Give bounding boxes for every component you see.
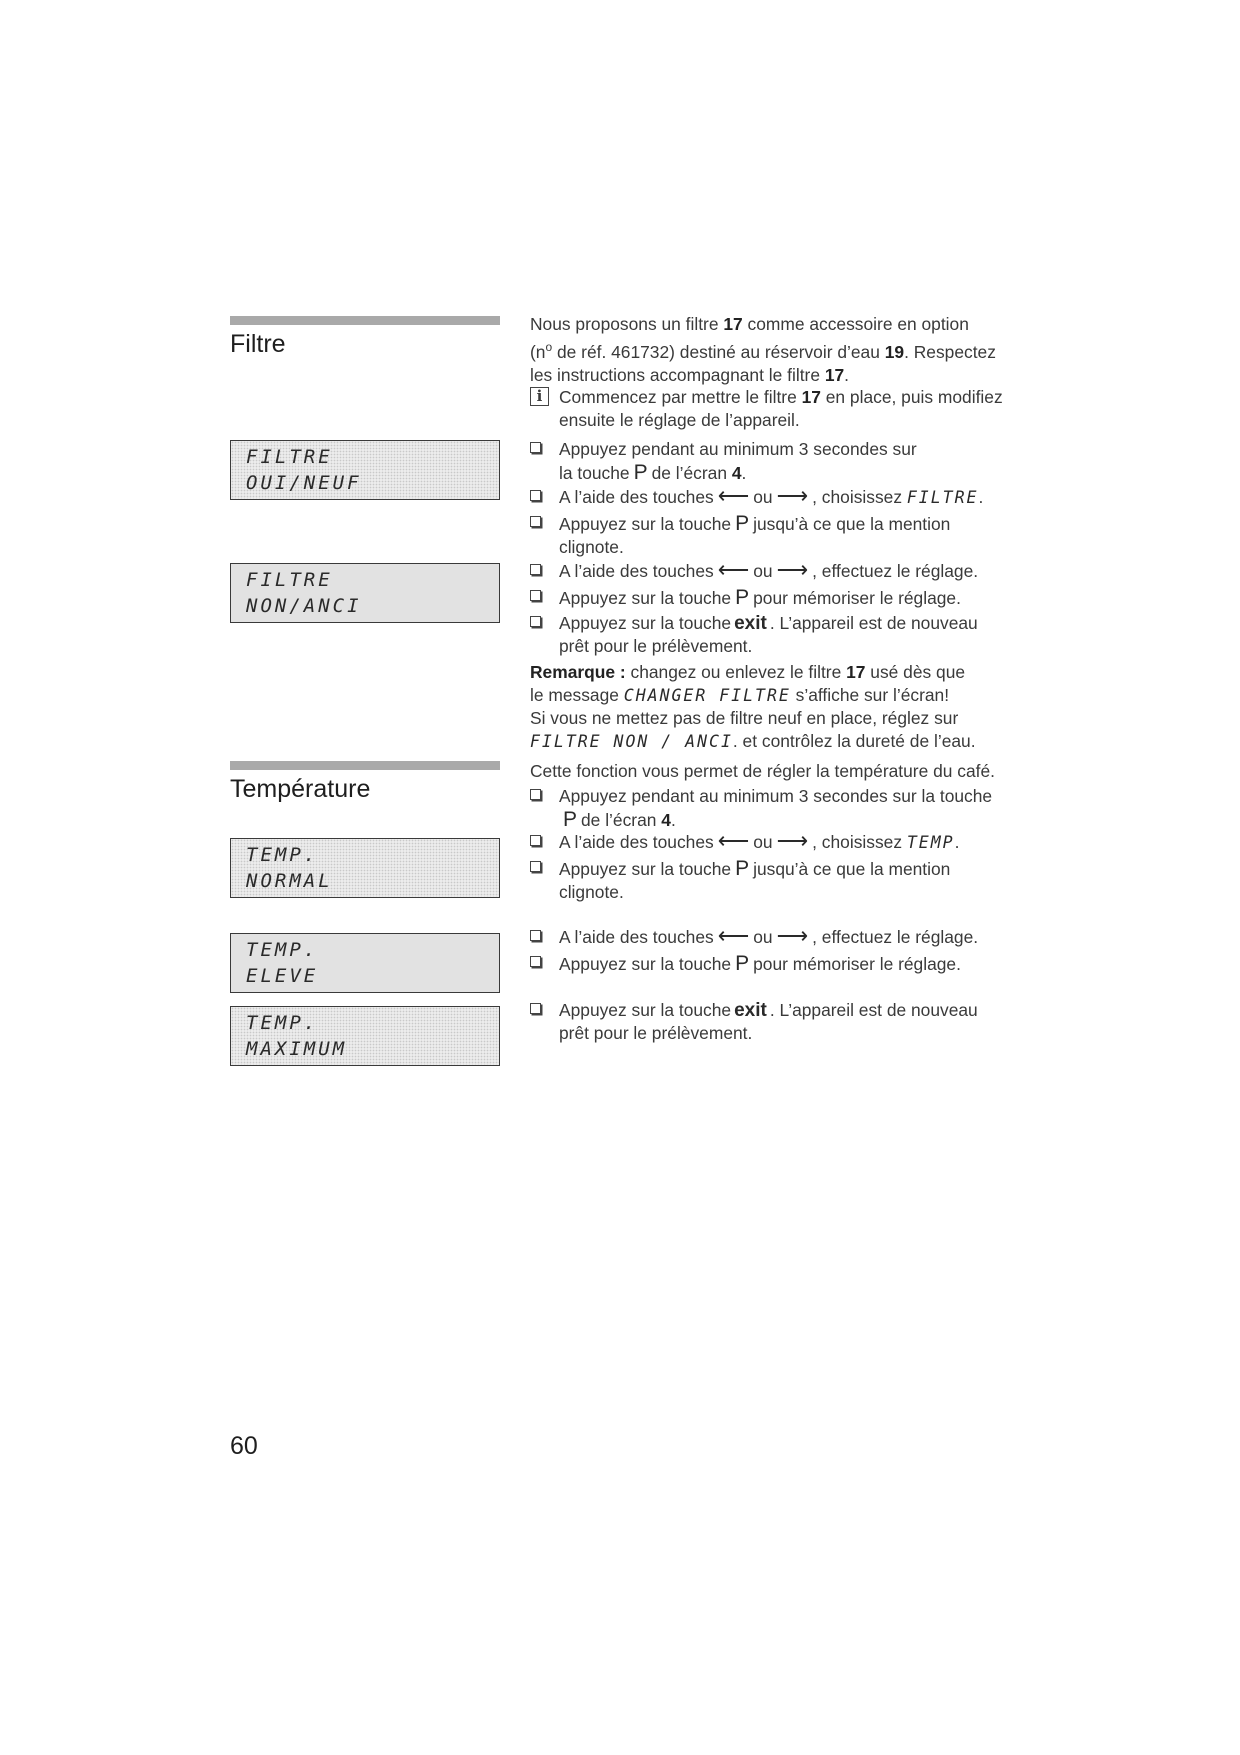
temp-intro: Cette fonction vous permet de régler la température du café. bbox=[530, 761, 995, 781]
filtre-step-2: A l’aide des touches ⟵ ou ⟶ , choisissez FILTRE. bbox=[530, 486, 1030, 509]
lcd-display-temp-normal bbox=[230, 838, 500, 898]
lcd-display-filtre-non bbox=[230, 563, 500, 623]
lcd-line-2: ELEVE bbox=[246, 965, 319, 987]
lcd-line-2: OUI/NEUF bbox=[246, 472, 362, 494]
filtre-intro: Nous proposons un filtre 17 comme accessoire en option ($n^o$ de réf. 461732) destiné au réservoir d’eau 19. Respectez les instructions accompagnant le filtre 17. bbox=[530, 314, 996, 385]
page-number: 60 bbox=[230, 1432, 258, 1460]
key-p-icon: P bbox=[563, 808, 578, 831]
temp-step-2: A l’aide des touches ⟵ ou ⟶ , choisissez TEMP. bbox=[530, 831, 1030, 854]
temp-step-5: Appuyez sur la touche P pour mémoriser le réglage. bbox=[530, 952, 1030, 976]
section-rule-temperature bbox=[230, 761, 500, 770]
checkbox-bullet-icon bbox=[530, 564, 541, 575]
key-p-icon: P bbox=[735, 586, 750, 609]
info-icon: i bbox=[530, 387, 549, 406]
filtre-step-1: Appuyez pendant au minimum 3 secondes sur la touche P de l’écran 4. bbox=[530, 438, 1030, 485]
key-exit-icon: exit bbox=[734, 1000, 767, 1021]
section-title-filtre: Filtre bbox=[230, 330, 286, 358]
arrow-left-icon: ⟵ bbox=[717, 557, 750, 582]
lcd-line-1: TEMP. bbox=[246, 939, 319, 961]
lcd-display-filtre-oui bbox=[230, 440, 500, 500]
filtre-step-6: Appuyez sur la touche exit . L’appareil est de nouveau prêt pour le prélèvement. bbox=[530, 612, 1030, 658]
arrow-right-icon: ⟶ bbox=[776, 923, 809, 948]
checkbox-bullet-icon bbox=[530, 616, 541, 627]
lcd-line-1: TEMP. bbox=[246, 844, 319, 866]
arrow-left-icon: ⟵ bbox=[717, 828, 750, 853]
arrow-right-icon: ⟶ bbox=[776, 483, 809, 508]
temp-step-4: A l’aide des touches ⟵ ou ⟶ , effectuez le réglage. bbox=[530, 926, 1030, 949]
lcd-line-1: TEMP. bbox=[246, 1012, 319, 1034]
lcd-line-1: FILTRE bbox=[246, 446, 333, 468]
key-p-icon: P bbox=[735, 857, 750, 880]
checkbox-bullet-icon bbox=[530, 861, 541, 872]
arrow-right-icon: ⟶ bbox=[776, 557, 809, 582]
checkbox-bullet-icon bbox=[530, 1003, 541, 1014]
checkbox-bullet-icon bbox=[530, 590, 541, 601]
checkbox-bullet-icon bbox=[530, 956, 541, 967]
arrow-left-icon: ⟵ bbox=[717, 483, 750, 508]
key-exit-icon: exit bbox=[734, 613, 767, 634]
arrow-right-icon: ⟶ bbox=[776, 828, 809, 853]
checkbox-bullet-icon bbox=[530, 930, 541, 941]
checkbox-bullet-icon bbox=[530, 835, 541, 846]
lcd-display-temp-eleve bbox=[230, 933, 500, 993]
filtre-info-note: i Commencez par mettre le filtre 17 en place, puis modifiez ensuite le réglage de l’appareil. bbox=[530, 386, 1030, 432]
lcd-line-2: NON/ANCI bbox=[246, 595, 362, 617]
lcd-line-1: FILTRE bbox=[246, 569, 333, 591]
lcd-display-temp-maximum bbox=[230, 1006, 500, 1066]
lcd-line-2: NORMAL bbox=[246, 870, 333, 892]
temp-step-6: Appuyez sur la touche exit . L’appareil est de nouveau prêt pour le prélèvement. bbox=[530, 999, 1030, 1045]
temp-step-3: Appuyez sur la touche P jusqu’à ce que la mention clignote. bbox=[530, 857, 1030, 904]
checkbox-bullet-icon bbox=[530, 789, 541, 800]
key-p-icon: P bbox=[633, 461, 648, 484]
temp-step-1: Appuyez pendant au minimum 3 secondes sur la touche P de l’écran 4. bbox=[530, 785, 1030, 832]
filtre-step-5: Appuyez sur la touche P pour mémoriser le réglage. bbox=[530, 586, 1030, 610]
key-p-icon: P bbox=[735, 512, 750, 535]
section-title-temperature: Température bbox=[230, 775, 371, 803]
key-p-icon: P bbox=[735, 952, 750, 975]
filtre-remark: Remarque : changez ou enlevez le filtre 17 usé dès que le message CHANGER FILTRE s’affiche sur l’écran! Si vous ne mettez pas de filtre neuf en place, réglez sur FILTRE NON / ANCI. et contrôlez la dureté de l’eau. bbox=[530, 662, 976, 751]
filtre-step-3: Appuyez sur la touche P jusqu’à ce que la mention clignote. bbox=[530, 512, 1030, 559]
filtre-step-4: A l’aide des touches ⟵ ou ⟶ , effectuez le réglage. bbox=[530, 560, 1030, 583]
checkbox-bullet-icon bbox=[530, 516, 541, 527]
checkbox-bullet-icon bbox=[530, 442, 541, 453]
section-rule-filtre bbox=[230, 316, 500, 325]
arrow-left-icon: ⟵ bbox=[717, 923, 750, 948]
lcd-line-2: MAXIMUM bbox=[246, 1038, 348, 1060]
checkbox-bullet-icon bbox=[530, 490, 541, 501]
